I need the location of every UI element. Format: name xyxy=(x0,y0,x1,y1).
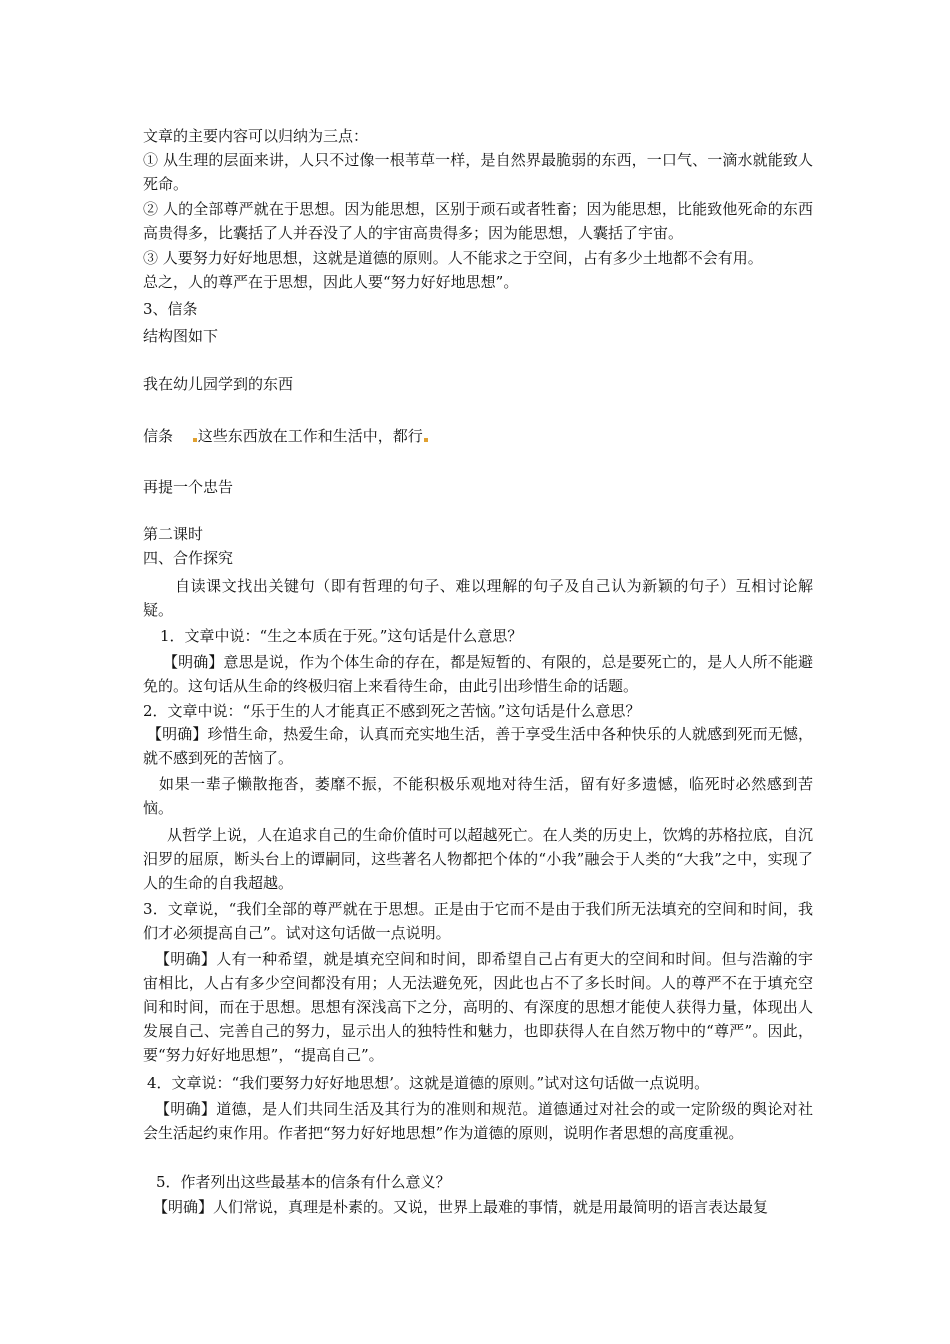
section-3-heading: 3、信条 xyxy=(143,300,198,318)
answer-5: 【明确】人们常说，真理是朴素的。又说，世界上最难的事情，就是用最简明的语言表达最复 xyxy=(153,1198,769,1216)
structure-intro: 结构图如下 xyxy=(143,327,219,345)
question-5: 5．作者列出这些最基本的信条有什么意义？ xyxy=(156,1173,451,1191)
connector-dot-icon xyxy=(424,438,428,442)
answer-1: 【明确】意思是说，作为个体生命的存在，都是短暂的、有限的，总是要死亡的，是人人所不能避免的。这句话从生命的终极归宿上来看待生命，由此引出珍惜生命的话题。 xyxy=(143,653,813,695)
structure-node-result: 这些东西放在工作和生活中，都行 xyxy=(197,427,423,445)
point-2: ② 人的全部尊严就在于思想。因为能思想，区别于顽石或者牲畜；因为能思想，比能致他死命的东西高贵得多，比囊括了人并吞没了人的宇宙高贵得多；因为能思想，人囊括了宇宙。 xyxy=(143,200,813,242)
structure-node-belief: 信条 xyxy=(143,427,174,445)
section-4-heading: 四、合作探究 xyxy=(143,549,234,567)
question-1: 1．文章中说：“生之本质在于死。”这句话是什么意思？ xyxy=(160,627,523,645)
structure-node-bottom: 再提一个忠告 xyxy=(143,478,234,496)
structure-node-middle xyxy=(143,424,429,448)
structure-node-top: 我在幼儿园学到的东西 xyxy=(143,375,294,393)
answer-4: 【明确】道德，是人们共同生活及其行为的准则和规范。道德通过对社会的或一定阶级的舆论对社会生活起约束作用。作者把“努力好好地思想”作为道德的原则，说明作者思想的高度重视。 xyxy=(143,1100,813,1142)
question-3: 3．文章说，“我们全部的尊严就在于思想。正是由于它而不是由于我们所无法填充的空间和时间，我们才必须提高自己”。试对这句话做一点说明。 xyxy=(143,900,813,942)
conclusion: 总之，人的尊严在于思想，因此人要“努力好好地思想”。 xyxy=(143,273,519,291)
question-2: 2．文章中说：“乐于生的人才能真正不感到死之苦恼。”这句话是什么意思？ xyxy=(143,702,641,720)
answer-2: 【明确】珍惜生命，热爱生命，认真而充实地生活，善于享受生活中各种快乐的人就感到死而无憾，就不感到死的苦恼了。 xyxy=(143,725,813,767)
question-4: 4．文章说：“我们要努力好好地思想’。这就是道德的原则。”试对这句话做一点说明。 xyxy=(147,1074,710,1092)
answer-2-continued: 如果一辈子懒散拖沓，萎靡不振，不能积极乐观地对待生活，留有好多遗憾，临死时必然感到苦恼。 xyxy=(143,775,813,817)
lesson-2-heading: 第二课时 xyxy=(143,525,204,543)
answer-3: 【明确】人有一种希望，就是填充空间和时间，即希望自己占有更大的空间和时间。但与浩瀚的宇宙相比，人占有多少空间都没有用；人无法避免死，因此也占不了多长时间。人的尊严不在于填充空间和时间，而在于思想。思想有深浅高下之分，高明的、有深度的思想才能使人获得力量，体现出人发展自己、完善自己的努力，显示出人的独特性和魅力，也即获得人在自然万物中的“尊严”。因此，要“努力好好地思想”，“提高自己”。 xyxy=(143,950,813,1064)
connector-dot-icon xyxy=(193,438,197,442)
point-1: ① 从生理的层面来讲，人只不过像一根苇草一样，是自然界最脆弱的东西，一口气、一滴水就能致人死命。 xyxy=(143,151,813,193)
intro-paragraph: 自读课文找出关键句（即有哲理的句子、难以理解的句子及自己认为新颖的句子）互相讨论解疑。 xyxy=(143,577,813,619)
point-3: ③ 人要努力好好地思想，这就是道德的原则。人不能求之于空间，占有多少土地都不会有用。 xyxy=(143,249,763,267)
summary-heading: 文章的主要内容可以归纳为三点： xyxy=(143,127,369,145)
answer-2-philosophy: 从哲学上说，人在追求自己的生命价值时可以超越死亡。在人类的历史上，饮鸩的苏格拉底，自沉汨罗的屈原，断头台上的谭嗣同，这些著名人物都把个体的“小我”融会于人类的“大我”之中，实现了人的生命的自我超越。 xyxy=(143,826,813,892)
